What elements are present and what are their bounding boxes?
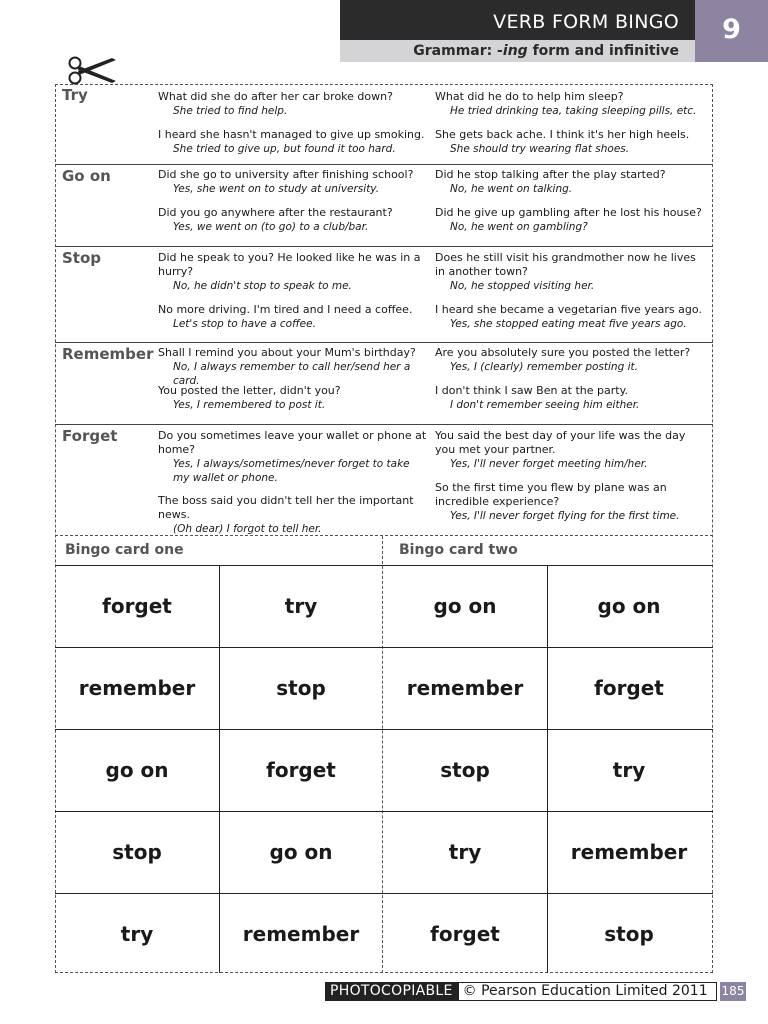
question-answer-pair (158, 206, 428, 234)
question-answer-pair (158, 303, 428, 331)
question-text: Shall I remind you about your Mum's birthday? (158, 346, 416, 359)
question-answer-pair (158, 168, 428, 196)
footer-credit (325, 982, 717, 1001)
question-answer-pair (435, 206, 705, 234)
bingo-card-one-label: Bingo card one (65, 542, 184, 558)
answer-text: He tried drinking tea, taking sleeping pills, etc. (450, 105, 697, 117)
answer-text: Yes, she went on to study at university. (173, 183, 380, 195)
answer-text: Yes, she stopped eating meat five years ago. (450, 318, 687, 330)
prompt-row-forget (55, 425, 713, 535)
question-answer-pair (158, 251, 428, 293)
bingo-grid-line (55, 893, 713, 894)
question-answer-pair (435, 303, 705, 331)
bingo-cell: try (120, 922, 154, 946)
answer-text: No, he didn't stop to speak to me. (173, 280, 352, 292)
bingo-divider-horizontal (55, 535, 713, 536)
question-answer-pair (435, 128, 705, 156)
prompt-row-go-on (55, 165, 713, 247)
bingo-card-two-label: Bingo card two (399, 542, 518, 558)
question-answer-pair (158, 90, 428, 118)
answer-text: Yes, I'll never forget flying for the first time. (450, 510, 680, 522)
question-text: Did you go anywhere after the restaurant? (158, 206, 393, 219)
question-answer-pair (435, 346, 705, 374)
question-answer-pair (158, 384, 428, 412)
bingo-grid-line (55, 811, 713, 812)
bingo-cell: try (612, 758, 646, 782)
bingo-cell: remember (570, 840, 688, 864)
bingo-cell: remember (406, 676, 524, 700)
answer-text: No, I always remember to call her/send her a card. (173, 361, 411, 387)
question-text: I don't think I saw Ben at the party. (435, 384, 629, 397)
answer-text: No, he went on talking. (450, 183, 573, 195)
question-text: Did she go to university after finishing school? (158, 168, 414, 181)
answer-text: Let's stop to have a coffee. (173, 318, 316, 330)
bingo-cell: stop (112, 840, 162, 864)
subtitle-prefix: Grammar: (413, 43, 498, 59)
question-text: You posted the letter, didn't you? (158, 384, 341, 397)
question-text: Did he stop talking after the play started? (435, 168, 666, 181)
bingo-grid-line (55, 565, 713, 566)
answer-text: She tried to find help. (173, 105, 288, 117)
question-answer-pair (435, 168, 705, 196)
question-text: No more driving. I'm tired and I need a coffee. (158, 303, 413, 316)
question-answer-pair (158, 346, 428, 388)
question-answer-pair (158, 429, 428, 485)
prompt-row-remember (55, 343, 713, 425)
question-text: Did he speak to you? He looked like he was in a hurry? (158, 251, 421, 278)
bingo-grid-line (55, 729, 713, 730)
subtitle-rest: form and infinitive (527, 43, 679, 59)
copyright-text: © Pearson Education Limited 2011 (458, 982, 717, 1001)
question-text: You said the best day of your life was the day you met your partner. (435, 429, 686, 456)
bingo-cell: forget (266, 758, 336, 782)
question-answer-pair (158, 494, 428, 536)
verb-label: Try (62, 86, 88, 104)
answer-text: I don't remember seeing him either. (450, 399, 640, 411)
question-text: I heard she hasn't managed to give up smoking. (158, 128, 425, 141)
prompt-row-stop (55, 247, 713, 343)
grammar-subtitle (340, 40, 695, 62)
verb-label: Forget (62, 427, 118, 445)
bingo-grid-line (547, 565, 548, 973)
bingo-cell: try (284, 594, 318, 618)
prompt-row-try (55, 84, 713, 165)
verb-label: Go on (62, 167, 111, 185)
bingo-cell: go on (433, 594, 497, 618)
bingo-cell: go on (269, 840, 333, 864)
question-answer-pair (435, 429, 705, 471)
answer-text: Yes, we went on (to go) to a club/bar. (173, 221, 369, 233)
bingo-cell: stop (604, 922, 654, 946)
answer-text: Yes, I'll never forget meeting him/her. (450, 458, 648, 470)
bingo-cell: remember (78, 676, 196, 700)
question-answer-pair (435, 481, 705, 523)
bingo-grid-line (219, 565, 220, 973)
bingo-cell: stop (440, 758, 490, 782)
answer-text: No, he went on gambling? (450, 221, 588, 233)
question-answer-pair (435, 251, 705, 293)
scissors-icon (66, 54, 118, 88)
worksheet-title: VERB FORM BINGO (340, 0, 695, 40)
page-number: 185 (720, 982, 746, 1001)
question-text: I heard she became a vegetarian five years ago. (435, 303, 702, 316)
bingo-cell: forget (102, 594, 172, 618)
verb-label: Stop (62, 249, 102, 267)
answer-text: Yes, I always/sometimes/never forget to take my wallet or phone. (173, 458, 410, 484)
question-text: She gets back ache. I think it's her high heels. (435, 128, 690, 141)
question-text: Did he give up gambling after he lost his house? (435, 206, 702, 219)
question-text: What did she do after her car broke down? (158, 90, 393, 103)
bingo-cell: try (448, 840, 482, 864)
answer-text: Yes, I remembered to post it. (173, 399, 326, 411)
question-answer-pair (435, 384, 705, 412)
answer-text: She tried to give up, but found it too hard. (173, 143, 396, 155)
question-text: The boss said you didn't tell her the important news. (158, 494, 414, 521)
bingo-cell: forget (430, 922, 500, 946)
bingo-grid-line (55, 647, 713, 648)
bingo-cell: forget (594, 676, 664, 700)
bingo-cell: stop (276, 676, 326, 700)
question-answer-pair (158, 128, 428, 156)
subtitle-ing: -ing (497, 43, 528, 59)
bingo-cell: go on (105, 758, 169, 782)
bingo-cell: go on (597, 594, 661, 618)
answer-text: Yes, I (clearly) remember posting it. (450, 361, 638, 373)
question-text: Are you absolutely sure you posted the letter? (435, 346, 691, 359)
question-text: Do you sometimes leave your wallet or phone at home? (158, 429, 427, 456)
question-text: So the first time you flew by plane was an incredible experience? (435, 481, 667, 508)
question-text: What did he do to help him sleep? (435, 90, 624, 103)
photocopiable-label: PHOTOCOPIABLE (325, 982, 458, 1001)
question-text: Does he still visit his grandmother now he lives in another town? (435, 251, 696, 278)
question-answer-pair (435, 90, 705, 118)
answer-text: No, he stopped visiting her. (450, 280, 595, 292)
unit-number: 9 (695, 0, 768, 62)
answer-text: She should try wearing flat shoes. (450, 143, 630, 155)
verb-label: Remember (62, 345, 154, 363)
bingo-cell: remember (242, 922, 360, 946)
answer-text: (Oh dear) I forgot to tell her. (173, 523, 322, 535)
